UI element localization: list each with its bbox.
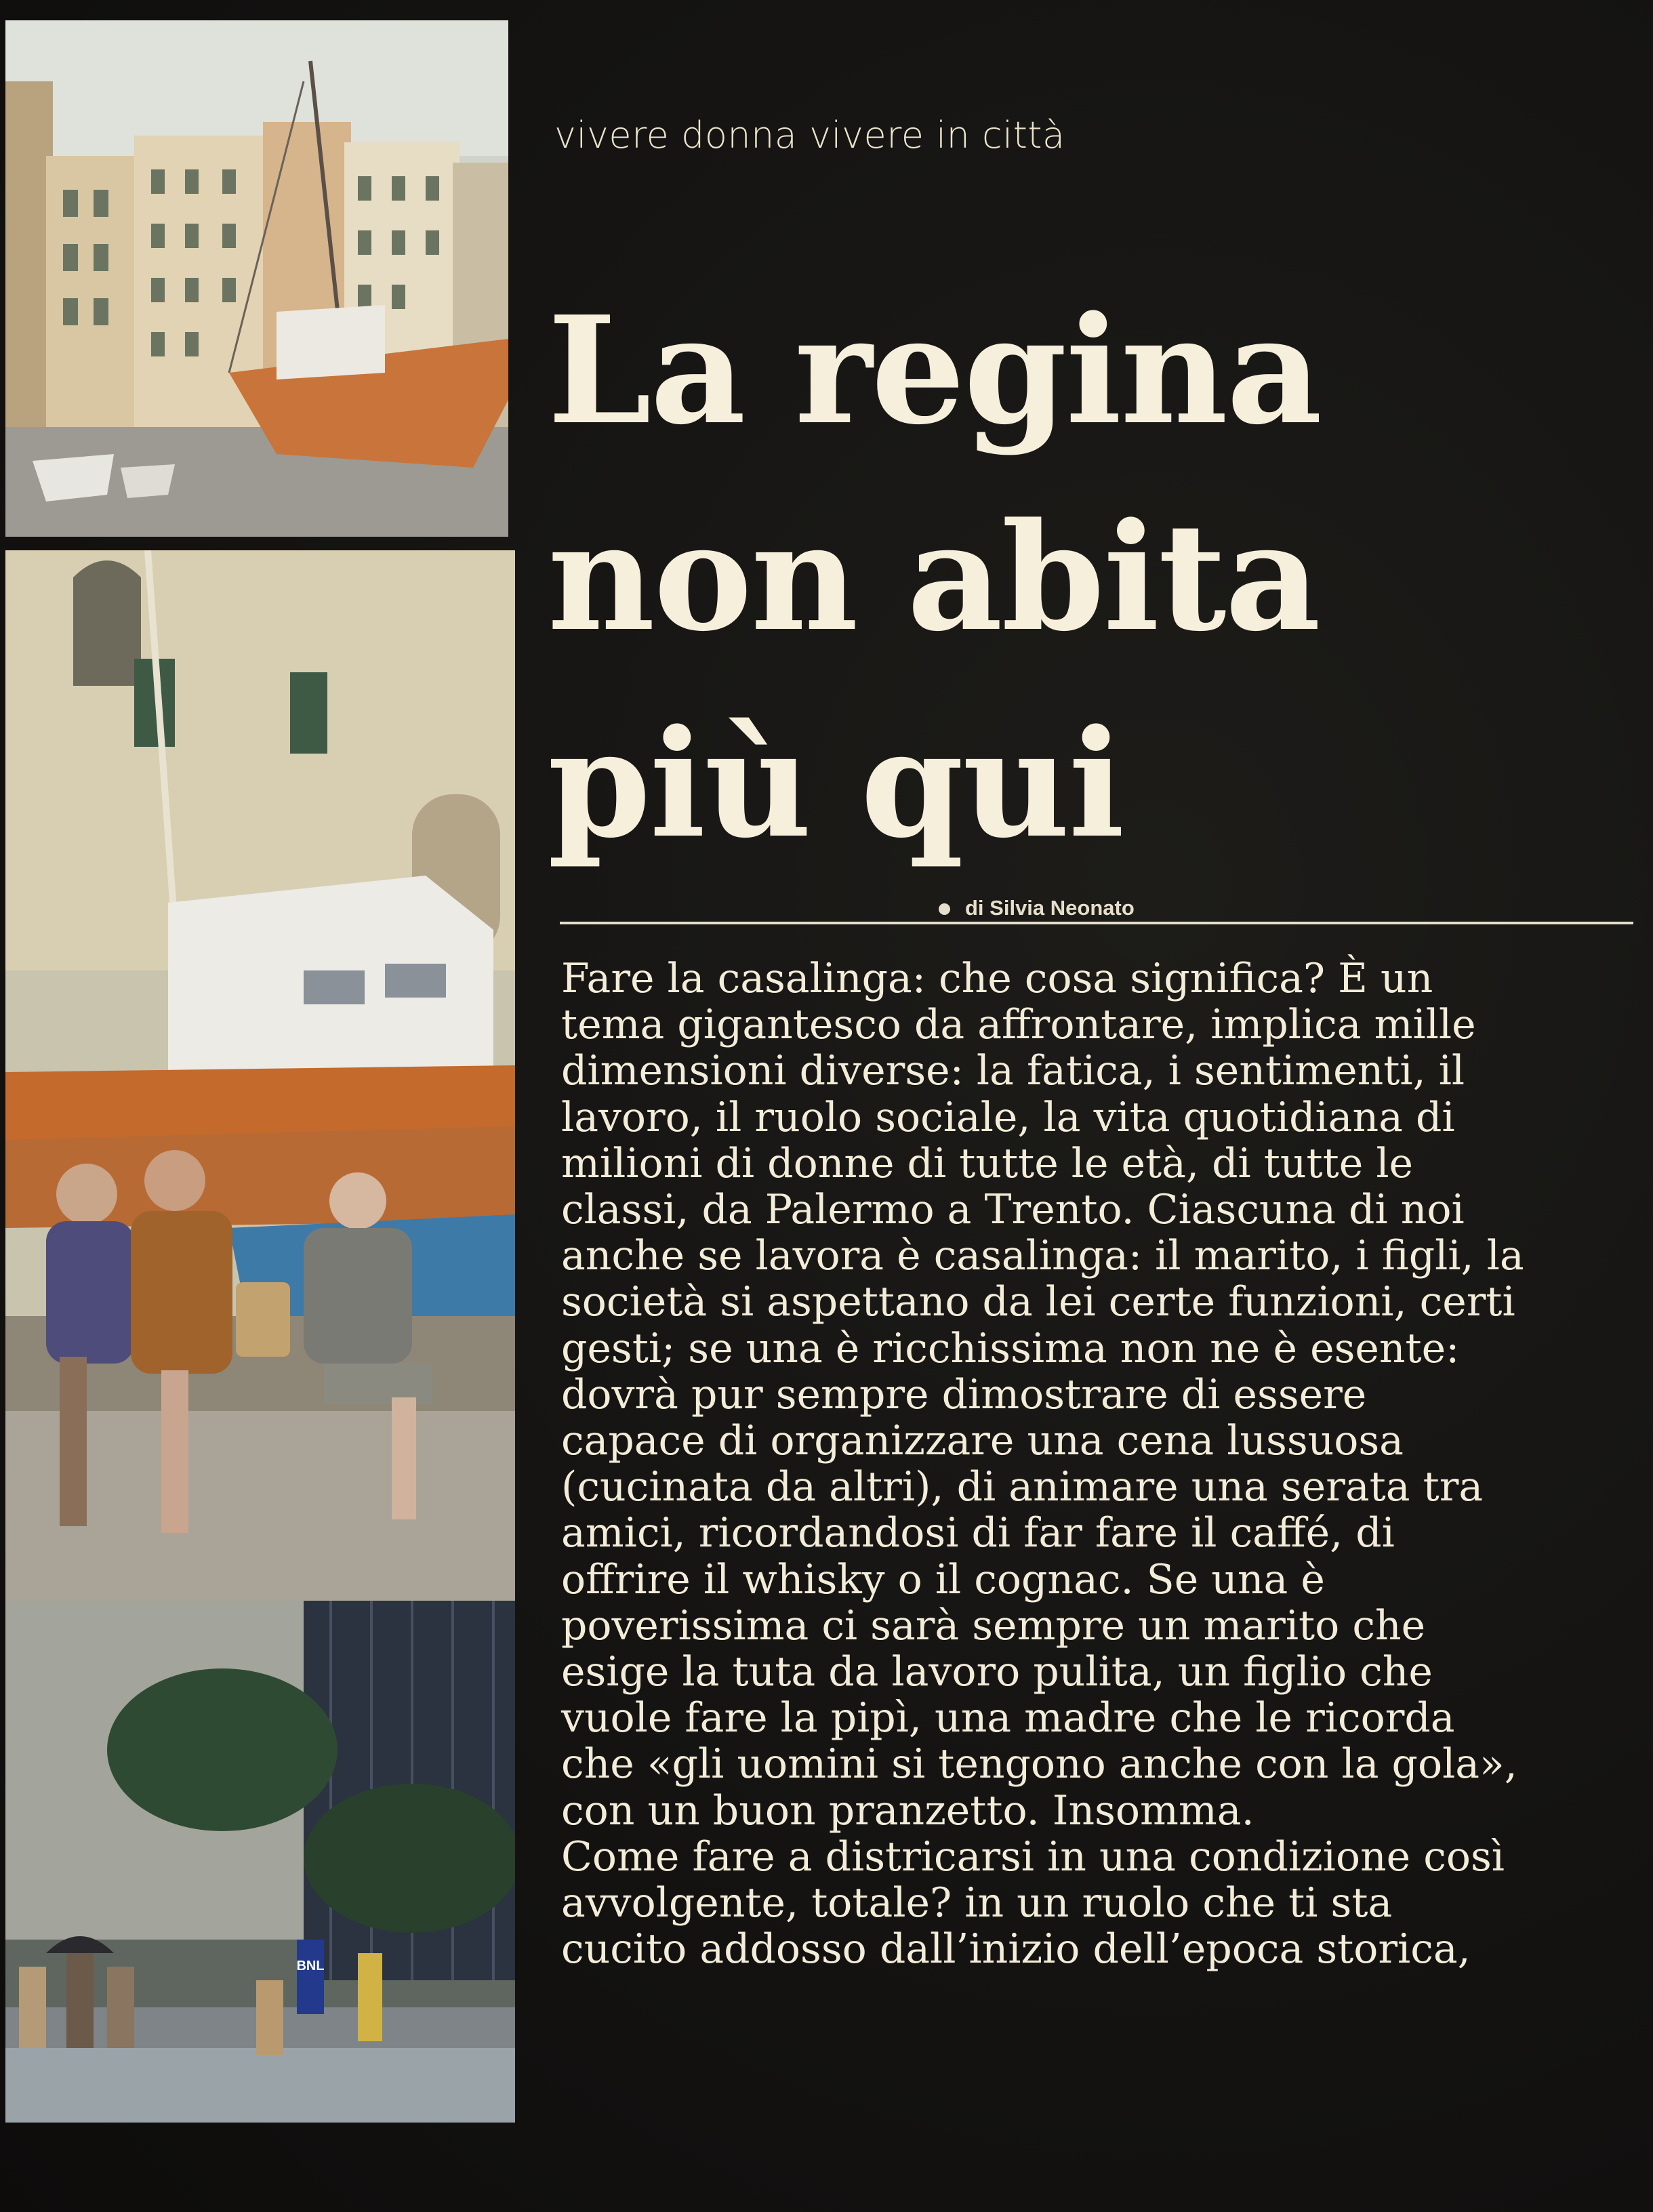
body-line: classi, da Palermo a Trento. Ciascuna di noi — [561, 1186, 1465, 1234]
body-line: cucito addosso dall’inizio dell’epoca storica, — [561, 1925, 1471, 1973]
body-line: poverissima ci sarà sempre un marito che — [561, 1601, 1426, 1650]
section-kicker: vivere donna vivere in città — [554, 114, 1065, 157]
body-line: gesti; se una è ricchissima non ne è esente: — [561, 1324, 1460, 1372]
article-headline — [548, 268, 1632, 888]
body-line: dovrà pur sempre dimostrare di essere — [561, 1370, 1367, 1418]
bank-sign: BNL — [296, 1959, 325, 1973]
photo-harbour-boat — [5, 20, 508, 537]
body-line: Fare la casalinga: che cosa significa? È un — [561, 955, 1433, 1002]
author-name: di Silvia Neonato — [965, 896, 1135, 920]
body-line: amici, ricordandosi di far fare il caffé, di — [561, 1509, 1395, 1557]
body-line: (cucinata da altri), di animare una serata tra — [561, 1463, 1484, 1511]
article-body — [561, 956, 1632, 1972]
body-line: avvolgente, totale? in un ruolo che ti sta — [561, 1879, 1393, 1927]
headline-line: più qui — [548, 697, 1124, 871]
body-line: dimensioni diverse: la fatica, i sentimenti, il — [561, 1047, 1465, 1095]
body-line: che «gli uomini si tengono anche con la gola», — [561, 1740, 1517, 1788]
bullet-icon — [939, 903, 950, 915]
photo-women-on-wall — [5, 550, 515, 1601]
body-line: società si aspettano da lei certe funzioni, certi — [561, 1278, 1515, 1326]
byline — [939, 896, 1135, 920]
body-line: capace di organizzare una cena lussuosa — [561, 1417, 1404, 1465]
body-line: anche se lavora è casalinga: il marito, i figli, la — [561, 1232, 1524, 1280]
body-line: Come fare a districarsi in una condizione così — [561, 1832, 1505, 1881]
divider-rule — [560, 922, 1633, 924]
body-line: offrire il whisky o il cognac. Se una è — [561, 1555, 1325, 1603]
body-line: esige la tuta da lavoro pulita, un figlio che — [561, 1648, 1433, 1696]
body-line: milioni di donne di tutte le età, di tutte le — [561, 1139, 1414, 1187]
headline-line: La regina — [548, 284, 1321, 457]
body-line: vuole fare la pipì, una madre che le ricorda — [561, 1694, 1455, 1742]
body-line: con un buon pranzetto. Insomma. — [561, 1786, 1254, 1835]
photo-rainy-street — [5, 1601, 515, 2123]
body-line: lavoro, il ruolo sociale, la vita quotidiana di — [561, 1093, 1455, 1141]
photo-column — [0, 0, 515, 2212]
headline-line: non abita — [548, 491, 1320, 664]
body-line: tema gigantesco da affrontare, implica mille — [561, 1001, 1476, 1049]
